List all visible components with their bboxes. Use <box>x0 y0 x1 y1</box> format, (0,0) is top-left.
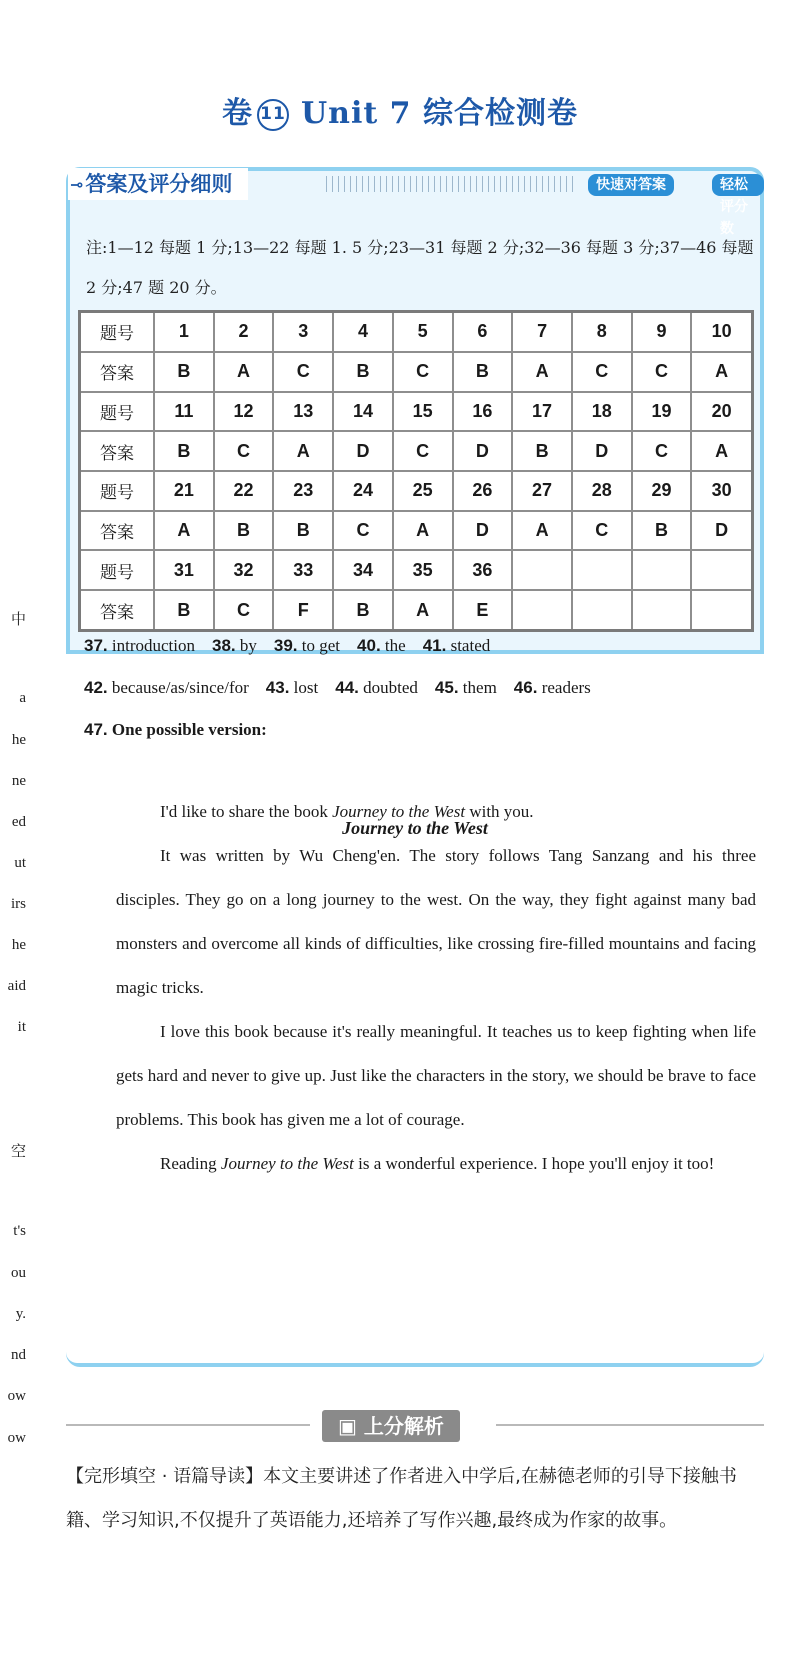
margin-fragment: ow <box>7 1388 26 1404</box>
margin-fragment: 中 <box>10 612 26 628</box>
table-cell: C <box>393 431 453 471</box>
table-cell: 4 <box>333 312 393 352</box>
table-cell <box>632 590 692 630</box>
answer-line-1 <box>84 636 490 656</box>
answer-text: introduction <box>107 636 195 655</box>
table-cell: 29 <box>632 471 692 511</box>
table-cell: 24 <box>333 471 393 511</box>
essay-body <box>116 790 756 1186</box>
answer-number: 41. <box>422 636 447 655</box>
table-cell: C <box>632 431 692 471</box>
row-label: 答案 <box>80 511 155 551</box>
table-cell: B <box>154 352 214 392</box>
margin-fragment: ou <box>11 1265 26 1281</box>
table-cell: B <box>154 590 214 630</box>
table-cell: 30 <box>691 471 752 511</box>
table-cell: D <box>333 431 393 471</box>
table-row <box>80 511 753 551</box>
essay-paragraph-2: It was written by Wu Cheng'en. The story follows Tang Sanzang and his three disciples. They go on a long journey to the west. On the way, they fight against many bad monsters and overcome all kinds of difficulties, like crossing fire-filled mountains and facing magic tricks. <box>116 846 756 997</box>
essay-paragraph-3: I love this book because it's really meaningful. It teaches us to keep fighting when life gets hard and never to give up. Just like the characters in the story, we should be brave to face problems. This book has given me a lot of courage. <box>116 1022 756 1129</box>
table-cell: 6 <box>453 312 513 352</box>
table-cell: A <box>691 352 752 392</box>
row-label: 题号 <box>80 471 155 511</box>
table-row <box>80 312 753 352</box>
analysis-text <box>66 1455 766 1543</box>
margin-fragment: 空 <box>10 1144 26 1160</box>
table-cell: C <box>572 352 632 392</box>
table-cell: C <box>333 511 393 551</box>
table-cell: 10 <box>691 312 752 352</box>
margin-fragment: he <box>11 937 26 953</box>
table-cell: 19 <box>632 392 692 432</box>
answer-number: 44. <box>335 678 359 697</box>
table-cell: D <box>572 431 632 471</box>
table-cell: 28 <box>572 471 632 511</box>
answer-number: 43. <box>265 678 290 697</box>
answer-number: 46. <box>513 678 538 697</box>
table-cell: 11 <box>154 392 214 432</box>
row-label: 答案 <box>80 352 155 392</box>
margin-fragment: y. <box>15 1306 26 1322</box>
table-cell: C <box>214 431 274 471</box>
answer-text: doubted <box>358 678 418 697</box>
table-row <box>80 471 753 511</box>
answer-number: 39. <box>273 636 298 655</box>
table-cell <box>512 550 572 590</box>
table-cell: 26 <box>453 471 513 511</box>
table-cell: A <box>393 590 453 630</box>
table-cell: 31 <box>154 550 214 590</box>
table-cell: A <box>512 352 572 392</box>
table-cell: A <box>214 352 274 392</box>
table-cell <box>572 550 632 590</box>
table-cell: 35 <box>393 550 453 590</box>
table-cell: B <box>214 511 274 551</box>
answer-line-47 <box>84 720 267 740</box>
table-cell: D <box>453 431 513 471</box>
table-cell <box>632 550 692 590</box>
title-number: 11 <box>257 99 289 131</box>
table-cell: 34 <box>333 550 393 590</box>
margin-fragment: ow <box>7 1430 26 1446</box>
table-cell: 32 <box>214 550 274 590</box>
table-cell: A <box>512 511 572 551</box>
margin-fragment: he <box>11 732 26 748</box>
table-cell: C <box>572 511 632 551</box>
essay-title: Journey to the West <box>342 818 488 838</box>
table-cell <box>691 550 752 590</box>
table-cell: 13 <box>273 392 333 432</box>
header-rule <box>66 1424 310 1426</box>
analysis-title: 上分解析 <box>363 1414 444 1438</box>
table-cell <box>512 590 572 630</box>
answer-text: because/as/since/for <box>107 678 249 697</box>
margin-fragment: ut <box>14 855 26 871</box>
table-cell: B <box>333 352 393 392</box>
margin-fragment: nd <box>11 1347 26 1363</box>
row-label: 答案 <box>80 590 155 630</box>
table-cell: 33 <box>273 550 333 590</box>
table-cell <box>691 590 752 630</box>
row-label: 题号 <box>80 312 155 352</box>
table-cell <box>572 590 632 630</box>
row-label: 题号 <box>80 550 155 590</box>
title-text: Unit 7 综合检测卷 <box>301 96 578 131</box>
margin-fragment: it <box>17 1019 26 1035</box>
table-cell: D <box>691 511 752 551</box>
answer-number: 47. <box>84 720 108 739</box>
table-cell: 7 <box>512 312 572 352</box>
page-title <box>0 88 800 132</box>
table-cell: B <box>333 590 393 630</box>
table-cell: 20 <box>691 392 752 432</box>
table-cell: 2 <box>214 312 274 352</box>
margin-fragment: ne <box>11 773 26 789</box>
essay-book-title: Journey to the West <box>332 802 466 821</box>
table-cell: 14 <box>333 392 393 432</box>
analysis-body: 本文主要讲述了作者进入中学后,在赫德老师的引导下接触书籍、学习知识,不仅提升了英语能力,还培养了写作兴趣,最终成为作家的故事。 <box>66 1466 737 1531</box>
answer-heading: One possible version: <box>107 720 267 739</box>
margin-fragment: t's <box>13 1223 26 1239</box>
header-rule <box>496 1424 764 1426</box>
answer-number: 42. <box>84 678 108 697</box>
table-cell: C <box>632 352 692 392</box>
answer-number: 38. <box>212 636 236 655</box>
table-row <box>80 392 753 432</box>
margin-fragment: a <box>19 690 26 706</box>
answer-text: lost <box>289 678 319 697</box>
panel-header <box>66 168 764 237</box>
answer-text: the <box>380 636 406 655</box>
table-cell: 17 <box>512 392 572 432</box>
table-cell: 21 <box>154 471 214 511</box>
table-cell: 27 <box>512 471 572 511</box>
table-cell: 1 <box>154 312 214 352</box>
table-cell: 18 <box>572 392 632 432</box>
scoring-note: 注:1—12 每题 1 分;13—22 每题 1. 5 分;23—31 每题 2 分;32—36 每题 3 分;37—46 每题 2 分;47 题 20 分。 <box>86 238 754 297</box>
table-cell: B <box>632 511 692 551</box>
table-cell: 23 <box>273 471 333 511</box>
essay-text: with you. <box>465 802 534 821</box>
answer-table <box>78 310 754 632</box>
table-cell: F <box>273 590 333 630</box>
table-cell: 3 <box>273 312 333 352</box>
table-cell: A <box>691 431 752 471</box>
book-icon: ▣ <box>338 1414 364 1438</box>
key-icon: ⊸ <box>70 175 84 194</box>
table-cell: 36 <box>453 550 513 590</box>
answer-number: 45. <box>434 678 459 697</box>
answer-number: 40. <box>357 636 381 655</box>
answer-number: 37. <box>84 636 108 655</box>
table-row <box>80 352 753 392</box>
table-cell: 16 <box>453 392 513 432</box>
margin-fragment: ed <box>11 814 26 830</box>
margin-fragment: aid <box>7 978 26 994</box>
table-cell: A <box>154 511 214 551</box>
answer-text: readers <box>537 678 591 697</box>
row-label: 题号 <box>80 392 155 432</box>
table-cell: C <box>273 352 333 392</box>
easy-score-tag: 轻松评分数 <box>712 174 764 196</box>
essay-text: I'd like to share the book <box>160 802 333 821</box>
table-cell: A <box>273 431 333 471</box>
table-cell: E <box>453 590 513 630</box>
header-title-text: 答案及评分细则 <box>85 172 233 196</box>
essay-paragraph-4 <box>116 1142 756 1186</box>
row-label: 答案 <box>80 431 155 471</box>
table-cell: 9 <box>632 312 692 352</box>
essay-paragraph-1 <box>116 790 756 834</box>
essay-text: Reading <box>160 1154 221 1173</box>
table-cell: D <box>453 511 513 551</box>
table-cell: B <box>273 511 333 551</box>
analysis-tag: 【完形填空 · 语篇导读】 <box>66 1466 264 1487</box>
table-cell: C <box>393 352 453 392</box>
analysis-section-header <box>66 1410 764 1440</box>
margin-fragment: irs <box>11 896 26 912</box>
table-cell: 12 <box>214 392 274 432</box>
table-row <box>80 550 753 590</box>
table-cell: 8 <box>572 312 632 352</box>
essay-text: is a wonderful experience. I hope you'll enjoy it too! <box>353 1154 715 1173</box>
table-cell: 25 <box>393 471 453 511</box>
table-cell: 15 <box>393 392 453 432</box>
analysis-badge <box>322 1410 460 1442</box>
table-cell: 22 <box>214 471 274 511</box>
answer-line-2 <box>84 678 591 698</box>
table-row <box>80 590 753 630</box>
header-decoration <box>326 176 576 192</box>
answer-text: to get <box>297 636 341 655</box>
table-cell: C <box>214 590 274 630</box>
header-title <box>68 168 248 200</box>
answer-text: by <box>235 636 257 655</box>
table-cell: 5 <box>393 312 453 352</box>
answer-text: them <box>458 678 497 697</box>
table-cell: B <box>512 431 572 471</box>
quick-answer-tag: 快速对答案 <box>588 174 674 196</box>
table-row <box>80 431 753 471</box>
table-cell: B <box>154 431 214 471</box>
table-cell: A <box>393 511 453 551</box>
answer-text: stated <box>446 636 491 655</box>
essay-book-title: Journey to the West <box>220 1154 354 1173</box>
title-prefix: 卷 <box>222 96 253 131</box>
table-cell: B <box>453 352 513 392</box>
